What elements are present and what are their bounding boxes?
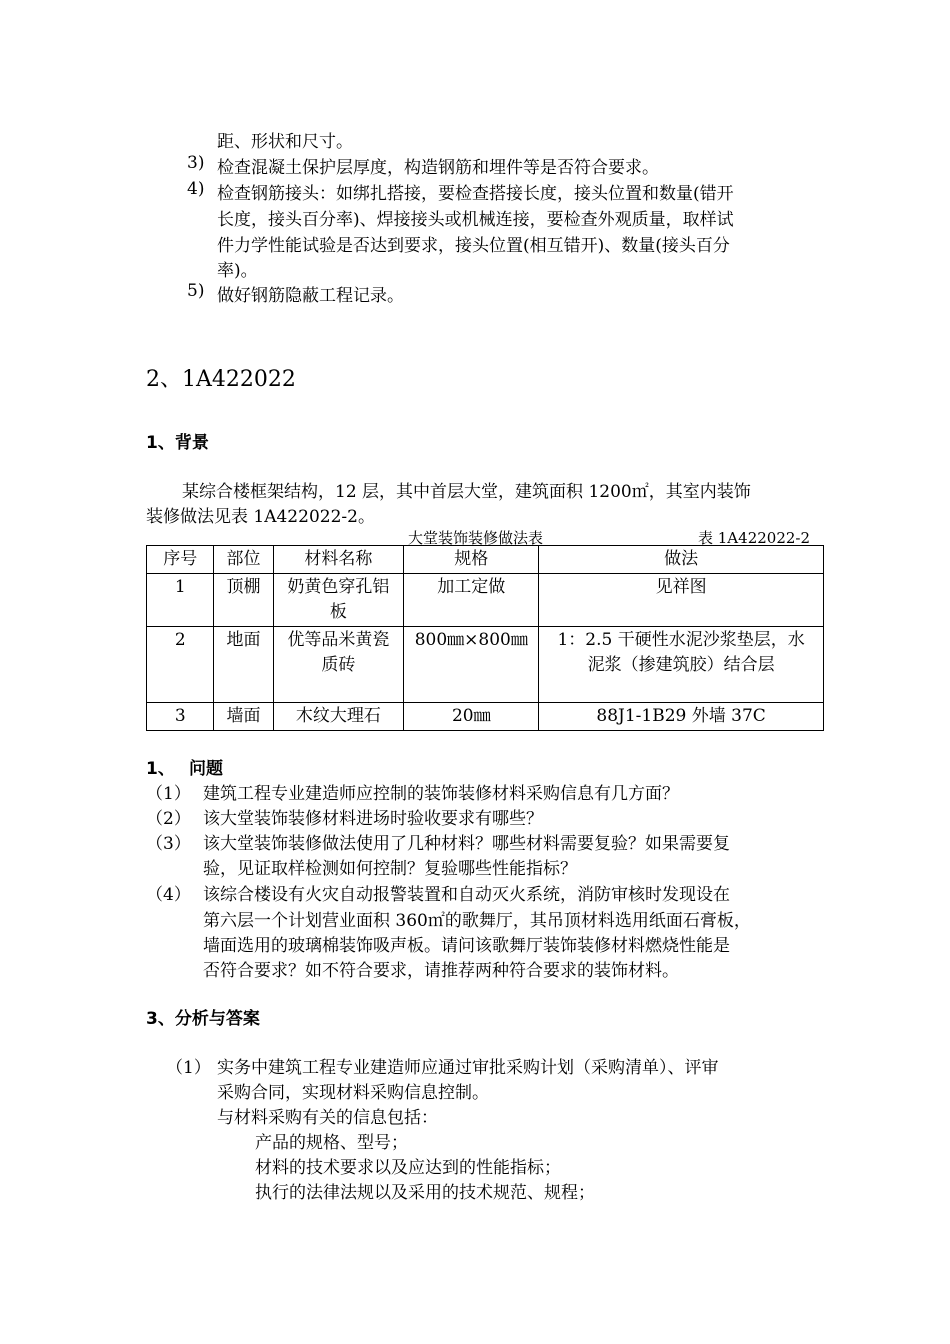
table-header-cell: 序号: [147, 546, 214, 574]
question-text: 该综合楼设有火灾自动报警装置和自动灭火系统，消防审核时发现设在: [203, 885, 730, 905]
answer-text: 与材料采购有关的信息包括：: [217, 1108, 438, 1128]
table-cell: 墙面: [214, 703, 273, 731]
table-cell: 见祥图: [539, 574, 824, 627]
list-item-text: 件力学性能试验是否达到要求，接头位置(相互错开)、数量(接头百分: [217, 236, 730, 256]
question-number: （2）: [146, 809, 191, 829]
table-header-row: [147, 546, 824, 574]
table-header-cell: 做法: [539, 546, 824, 574]
table-cell: 优等品米黄瓷质砖: [273, 627, 404, 703]
questions-heading-number: 1、: [146, 759, 175, 779]
answer-bullet: 产品的规格、型号；: [255, 1133, 408, 1153]
background-heading: 1、背景: [146, 433, 209, 453]
list-item-number: 3): [187, 153, 205, 173]
background-paragraph-line1: 某综合楼框架结构，12 层，其中首层大堂，建筑面积 1200㎡，其室内装饰: [182, 482, 751, 502]
table-cell: 1: [147, 574, 214, 627]
analysis-heading: 3、分析与答案: [146, 1009, 260, 1029]
table-cell: 加工定做: [404, 574, 539, 627]
list-item-number: 5): [187, 281, 205, 301]
table-header-cell: 材料名称: [273, 546, 404, 574]
list-item-text: 检查钢筋接头：如绑扎搭接，要检查搭接长度，接头位置和数量(错开: [217, 184, 734, 204]
list-item-continuation: 距、形状和尺寸。: [217, 132, 353, 152]
table-cell: 地面: [214, 627, 273, 703]
table-header-cell: 部位: [214, 546, 273, 574]
table-row: [147, 627, 824, 703]
question-text: 否符合要求？如不符合要求，请推荐两种符合要求的装饰材料。: [203, 961, 679, 981]
table-cell: 3: [147, 703, 214, 731]
question-text: 墙面选用的玻璃棉装饰吸声板。请问该歌舞厅装饰装修材料燃烧性能是: [203, 936, 730, 956]
question-text: 该大堂装饰装修做法使用了几种材料？哪些材料需要复验？如果需要复: [203, 834, 730, 854]
question-text: 建筑工程专业建造师应控制的装饰装修材料采购信息有几方面？: [203, 784, 679, 804]
table-cell: 木纹大理石: [273, 703, 404, 731]
table-cell: 2: [147, 627, 214, 703]
table-cell: 1：2.5 干硬性水泥沙浆垫层，水泥浆（掺建筑胶）结合层: [539, 627, 824, 703]
question-text: 第六层一个计划营业面积 360㎡的歌舞厅，其吊顶材料选用纸面石膏板，: [203, 911, 751, 931]
list-item-number: 4): [187, 179, 205, 199]
table-cell: 20㎜: [404, 703, 539, 731]
section-title: 2、1A422022: [146, 367, 296, 392]
questions-heading: 问题: [189, 759, 223, 779]
table-cell: 88J1-1B29 外墙 37C: [539, 703, 824, 731]
decoration-table: [146, 545, 824, 731]
table-row: [147, 703, 824, 731]
table-row: [147, 574, 824, 627]
table-caption: 大堂装饰装修做法表: [408, 529, 544, 547]
answer-text: 实务中建筑工程专业建造师应通过审批采购计划（采购清单）、评审: [217, 1058, 719, 1078]
question-number: （4）: [146, 885, 191, 905]
table-header-cell: 规格: [404, 546, 539, 574]
table-cell: 顶棚: [214, 574, 273, 627]
table-cell: 奶黄色穿孔铝板: [273, 574, 404, 627]
list-item-text: 率)。: [217, 261, 258, 281]
list-item-text: 做好钢筋隐蔽工程记录。: [217, 286, 404, 306]
table-number: 表 1A422022-2: [698, 529, 811, 547]
question-text: 验，见证取样检测如何控制？复验哪些性能指标？: [203, 859, 577, 879]
list-item-text: 检查混凝土保护层厚度，构造钢筋和埋件等是否符合要求。: [217, 158, 659, 178]
question-number: （1）: [146, 784, 191, 804]
answer-bullet: 执行的法律法规以及采用的技术规范、规程；: [255, 1183, 595, 1203]
answer-text: 采购合同，实现材料采购信息控制。: [217, 1083, 489, 1103]
question-number: （3）: [146, 834, 191, 854]
background-paragraph-line2: 装修做法见表 1A422022-2。: [146, 507, 375, 527]
answer-bullet: 材料的技术要求以及应达到的性能指标；: [255, 1158, 561, 1178]
question-text: 该大堂装饰装修材料进场时验收要求有哪些？: [203, 809, 543, 829]
answer-number: （1）: [166, 1058, 211, 1078]
table-cell: 800㎜×800㎜: [404, 627, 539, 703]
list-item-text: 长度，接头百分率)、焊接接头或机械连接，要检查外观质量，取样试: [217, 210, 734, 230]
